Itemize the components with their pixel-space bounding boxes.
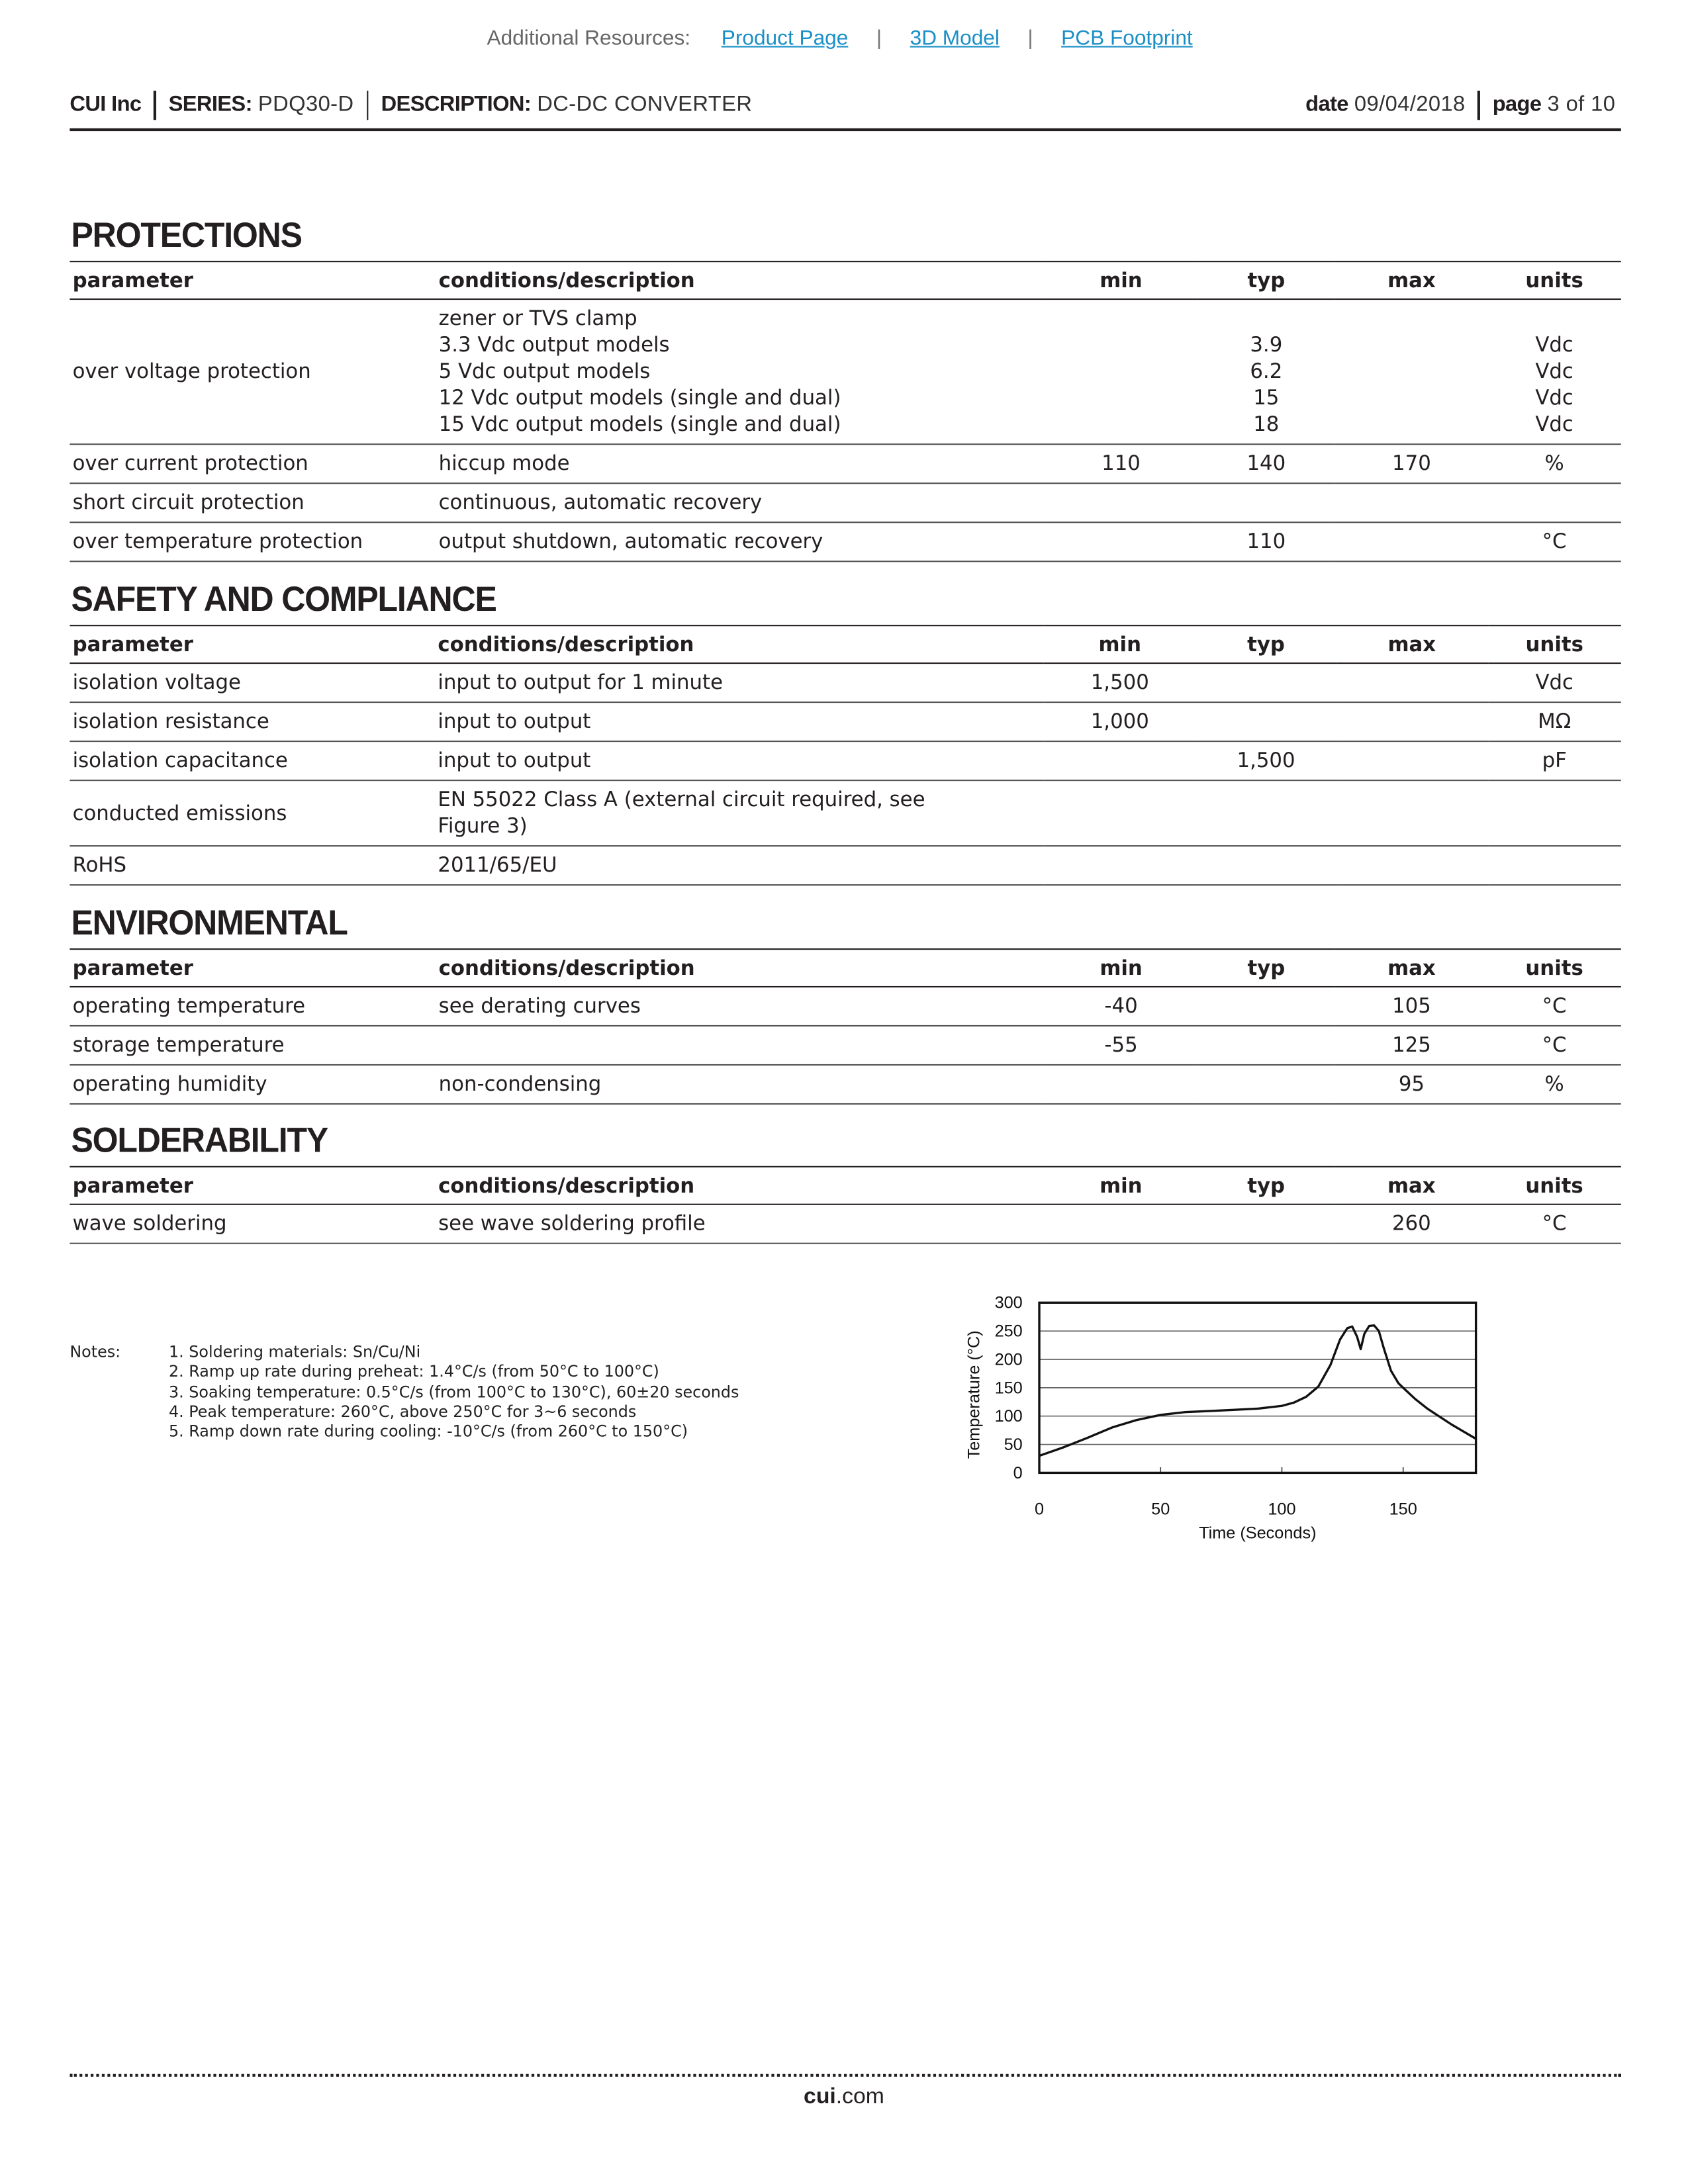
- cell-conditions: [436, 1205, 1045, 1244]
- cell-min: [1043, 663, 1196, 702]
- spec-table: [70, 1166, 1620, 1244]
- cell-line: [1047, 748, 1194, 774]
- cell-typ: [1196, 741, 1336, 780]
- footer-rule: [70, 2074, 1620, 2077]
- table-row: [70, 663, 1620, 702]
- cell-line: °C: [1542, 1212, 1567, 1236]
- cell-units: [1488, 741, 1621, 780]
- page-label: page: [1492, 92, 1542, 116]
- cell-line: [1047, 852, 1194, 879]
- cell-line: [1199, 800, 1333, 827]
- cell-line: 95: [1398, 1072, 1425, 1097]
- table-header-row: [70, 949, 1620, 987]
- cell-parameter: isolation resistance: [70, 702, 435, 741]
- cell-line: hiccup mode: [438, 451, 570, 476]
- column-header-units: units: [1487, 949, 1620, 987]
- cell-line: 1,000: [1090, 709, 1149, 734]
- cell-max: [1335, 1065, 1487, 1104]
- table-header-row: [70, 1167, 1620, 1205]
- cell-line: Figure 3): [438, 814, 528, 839]
- cell-max: [1335, 1026, 1487, 1065]
- cell-max: [1336, 663, 1488, 702]
- cell-max: [1335, 987, 1487, 1026]
- cell-line: [1199, 852, 1333, 879]
- column-header-conditions: conditions/description: [436, 949, 1045, 987]
- cell-line: [1491, 490, 1618, 516]
- cell-conditions: [436, 522, 1045, 561]
- cell-line: pF: [1542, 749, 1567, 773]
- cell-typ: [1197, 987, 1335, 1026]
- cell-line: [1338, 412, 1485, 438]
- header-left: [70, 90, 752, 119]
- cell-line: [1048, 359, 1194, 385]
- cell-units: [1488, 702, 1621, 741]
- description-label: DESCRIPTION:: [381, 92, 532, 116]
- cell-conditions: [435, 741, 1043, 780]
- document-header: [70, 89, 1620, 120]
- cell-line: °C: [1542, 994, 1567, 1019]
- cell-line: input to output: [438, 749, 591, 773]
- spec-table: [70, 261, 1620, 562]
- cell-conditions: [435, 702, 1043, 741]
- cell-line: Vdc: [1535, 386, 1573, 410]
- cell-typ: [1196, 702, 1336, 741]
- cell-max: [1335, 522, 1487, 561]
- cell-line: [1338, 490, 1485, 516]
- cell-line: EN 55022 Class A (external circuit required, see: [438, 788, 925, 812]
- cell-units: [1487, 1065, 1620, 1104]
- column-header-min: min: [1043, 625, 1196, 663]
- cell-min: [1043, 780, 1196, 846]
- cell-max: [1335, 483, 1487, 522]
- cell-units: [1487, 299, 1620, 444]
- cell-typ: [1196, 846, 1336, 885]
- table-row: [70, 483, 1620, 522]
- cell-line: 1,500: [1237, 749, 1295, 773]
- note-item: 2. Ramp up rate during preheat: 1.4°C/s (from 50°C to 100°C): [168, 1363, 659, 1381]
- cell-line: 260: [1391, 1212, 1431, 1236]
- cell-typ: [1197, 444, 1335, 483]
- column-header-max: max: [1335, 949, 1487, 987]
- section-title: SAFETY AND COMPLIANCE: [71, 580, 496, 619]
- table-row: [70, 780, 1620, 846]
- cell-line: -40: [1104, 994, 1138, 1019]
- date-value: 09/04/2018: [1354, 92, 1466, 116]
- separator: |: [876, 26, 882, 50]
- x-tick-label: 50: [1151, 1500, 1170, 1519]
- column-header-typ: typ: [1197, 949, 1335, 987]
- divider: [1478, 90, 1480, 119]
- cell-min: [1045, 1026, 1197, 1065]
- cell-line: [1338, 852, 1485, 879]
- cell-line: continuous, automatic recovery: [438, 490, 763, 515]
- cell-line: 5 Vdc output models: [438, 359, 651, 384]
- cell-max: [1336, 780, 1488, 846]
- cell-line: [1491, 852, 1618, 879]
- column-header-min: min: [1045, 949, 1197, 987]
- cell-parameter: over voltage protection: [70, 299, 436, 444]
- resources-label: Additional Resources:: [487, 26, 691, 50]
- company-name: CUI Inc: [70, 92, 142, 116]
- cell-conditions: [435, 663, 1043, 702]
- column-header-units: units: [1487, 261, 1620, 299]
- cell-parameter: wave soldering: [70, 1205, 436, 1244]
- spec-table: [70, 625, 1620, 886]
- cell-line: 140: [1246, 451, 1286, 476]
- cell-line: [1338, 529, 1485, 555]
- x-axis-label: Time (Seconds): [1199, 1524, 1317, 1543]
- cell-line: 12 Vdc output models (single and dual): [438, 386, 841, 410]
- cell-units: [1488, 780, 1621, 846]
- cell-line: [1199, 993, 1333, 1019]
- cell-units: [1487, 444, 1620, 483]
- table-row: [70, 846, 1620, 885]
- cell-units: [1487, 483, 1620, 522]
- cell-units: [1487, 1026, 1620, 1065]
- cell-min: [1045, 483, 1197, 522]
- cell-typ: [1197, 1026, 1335, 1065]
- 3d-model-link[interactable]: 3D Model: [910, 26, 1000, 50]
- header-rule: [70, 128, 1620, 131]
- cell-line: [1338, 748, 1485, 774]
- table-row: [70, 522, 1620, 561]
- cell-min: [1043, 846, 1196, 885]
- cell-line: [1199, 1210, 1333, 1237]
- column-header-parameter: parameter: [70, 1167, 436, 1205]
- cell-typ: [1197, 1205, 1335, 1244]
- cell-parameter: over temperature protection: [70, 522, 436, 561]
- column-header-typ: typ: [1196, 625, 1336, 663]
- cell-min: [1045, 444, 1197, 483]
- cell-min: [1045, 1205, 1197, 1244]
- notes-label: Notes:: [70, 1343, 121, 1361]
- cell-conditions: [436, 1065, 1045, 1104]
- date-label: date: [1305, 92, 1348, 116]
- cell-line: 3.9: [1250, 333, 1283, 357]
- cell-line: 105: [1392, 994, 1431, 1019]
- cell-parameter: isolation capacitance: [70, 741, 435, 780]
- cell-units: [1488, 846, 1621, 885]
- column-header-parameter: parameter: [70, 949, 436, 987]
- cell-line: [1199, 306, 1333, 332]
- cell-max: [1335, 1205, 1487, 1244]
- cell-line: [1048, 490, 1194, 516]
- cell-line: see wave soldering profile: [438, 1212, 706, 1236]
- cell-typ: [1196, 780, 1336, 846]
- cell-parameter: over current protection: [70, 444, 436, 483]
- column-header-max: max: [1335, 261, 1487, 299]
- y-tick-label: 150: [994, 1379, 1023, 1398]
- spec-table: [70, 948, 1620, 1105]
- note-item: 1. Soldering materials: Sn/Cu/Ni: [168, 1343, 421, 1361]
- cell-min: [1045, 987, 1197, 1026]
- cell-line: [1338, 385, 1485, 412]
- cell-line: 18: [1253, 412, 1280, 437]
- cell-line: zener or TVS clamp: [438, 306, 637, 331]
- y-tick-label: 100: [994, 1407, 1023, 1426]
- cell-line: [1338, 306, 1485, 332]
- cell-line: [1048, 1071, 1194, 1097]
- cell-conditions: [435, 780, 1043, 846]
- cell-parameter: operating humidity: [70, 1065, 436, 1104]
- series-value: PDQ30-D: [258, 92, 354, 116]
- cell-line: [1491, 306, 1618, 332]
- cell-line: 3.3 Vdc output models: [438, 333, 670, 357]
- cell-line: 15: [1253, 386, 1280, 410]
- note-item: 4. Peak temperature: 260°C, above 250°C for 3~6 seconds: [168, 1402, 637, 1422]
- cell-line: [1048, 332, 1194, 359]
- cell-line: [1199, 709, 1333, 735]
- column-header-units: units: [1487, 1167, 1620, 1205]
- cell-line: [1338, 670, 1485, 696]
- divider: [366, 90, 368, 119]
- cell-min: [1043, 702, 1196, 741]
- column-header-max: max: [1335, 1167, 1487, 1205]
- note-item: 3. Soaking temperature: 0.5°C/s (from 100°C to 130°C), 60±20 seconds: [168, 1383, 739, 1402]
- cell-min: [1045, 1065, 1197, 1104]
- y-tick-label: 50: [1004, 1435, 1023, 1454]
- cell-max: [1336, 741, 1488, 780]
- header-right: [1305, 90, 1615, 119]
- column-header-typ: typ: [1197, 261, 1335, 299]
- table-row: [70, 1205, 1620, 1244]
- cell-line: [1199, 670, 1333, 696]
- cell-line: 6.2: [1250, 359, 1283, 384]
- column-header-parameter: parameter: [70, 625, 435, 663]
- cell-typ: [1197, 299, 1335, 444]
- cell-line: [1338, 800, 1485, 827]
- cell-line: MΩ: [1538, 709, 1571, 734]
- footer-brand: [0, 2085, 1688, 2111]
- table-row: [70, 1026, 1620, 1065]
- pcb-footprint-link[interactable]: PCB Footprint: [1061, 26, 1193, 50]
- cell-units: [1487, 1205, 1620, 1244]
- cell-parameter: conducted emissions: [70, 780, 435, 846]
- wave-soldering-chart: [949, 1283, 1507, 1562]
- description-value: DC-DC CONVERTER: [537, 92, 753, 116]
- divider: [154, 90, 156, 119]
- product-page-link[interactable]: Product Page: [721, 26, 849, 50]
- cell-conditions: [436, 483, 1045, 522]
- cell-min: [1045, 299, 1197, 444]
- cell-line: %: [1544, 1072, 1564, 1097]
- cell-line: Vdc: [1535, 333, 1573, 357]
- cell-max: [1335, 444, 1487, 483]
- column-header-parameter: parameter: [70, 261, 436, 299]
- cell-line: Vdc: [1535, 412, 1573, 437]
- cell-line: [1047, 800, 1194, 827]
- table-row: [70, 741, 1620, 780]
- table-row: [70, 444, 1620, 483]
- table-row: [70, 299, 1620, 444]
- cell-line: [439, 1032, 1043, 1058]
- cell-line: [1338, 359, 1485, 385]
- cell-line: output shutdown, automatic recovery: [438, 529, 823, 554]
- cell-line: 110: [1246, 529, 1286, 554]
- cell-min: [1043, 741, 1196, 780]
- cell-line: °C: [1542, 1033, 1567, 1058]
- column-header-conditions: conditions/description: [436, 261, 1045, 299]
- column-header-max: max: [1336, 625, 1488, 663]
- cell-conditions: [436, 299, 1045, 444]
- section-title: PROTECTIONS: [71, 216, 302, 255]
- cell-line: 125: [1392, 1033, 1431, 1058]
- cell-line: Vdc: [1535, 359, 1573, 384]
- cell-min: [1045, 522, 1197, 561]
- additional-resources: [0, 26, 1688, 50]
- cell-line: Vdc: [1535, 670, 1573, 695]
- cell-line: 110: [1102, 451, 1141, 476]
- cell-line: [1048, 1210, 1194, 1237]
- column-header-min: min: [1045, 261, 1197, 299]
- cell-parameter: RoHS: [70, 846, 435, 885]
- column-header-min: min: [1045, 1167, 1197, 1205]
- section-title: ENVIRONMENTAL: [71, 903, 348, 943]
- cell-line: 2011/65/EU: [438, 853, 557, 878]
- cell-line: 15 Vdc output models (single and dual): [438, 412, 841, 437]
- cell-line: [1199, 1071, 1333, 1097]
- y-tick-label: 200: [994, 1350, 1023, 1369]
- cell-line: see derating curves: [438, 994, 641, 1019]
- page-number: 3 of 10: [1547, 92, 1616, 116]
- cell-conditions: [436, 444, 1045, 483]
- column-header-conditions: conditions/description: [436, 1167, 1045, 1205]
- cell-typ: [1197, 522, 1335, 561]
- column-header-typ: typ: [1197, 1167, 1335, 1205]
- x-tick-label: 150: [1389, 1500, 1417, 1519]
- table-row: [70, 1065, 1620, 1104]
- note-item: 5. Ramp down rate during cooling: -10°C/s (from 260°C to 150°C): [168, 1422, 688, 1441]
- cell-units: [1487, 522, 1620, 561]
- cell-parameter: isolation voltage: [70, 663, 435, 702]
- section-title: SOLDERABILITY: [71, 1121, 328, 1161]
- cell-line: 170: [1392, 451, 1431, 476]
- cell-typ: [1197, 483, 1335, 522]
- cell-line: -55: [1104, 1033, 1138, 1058]
- column-header-conditions: conditions/description: [435, 625, 1043, 663]
- cell-line: [1048, 529, 1194, 555]
- cell-max: [1336, 702, 1488, 741]
- cell-max: [1336, 846, 1488, 885]
- x-tick-label: 0: [1034, 1500, 1045, 1519]
- notes-list: [169, 1343, 739, 1443]
- cell-conditions: [436, 1026, 1045, 1065]
- cell-line: %: [1544, 451, 1564, 476]
- cell-units: [1487, 987, 1620, 1026]
- cell-line: [1491, 800, 1618, 827]
- cell-typ: [1197, 1065, 1335, 1104]
- brand-rest: .com: [835, 2085, 884, 2109]
- cell-conditions: [436, 987, 1045, 1026]
- table-row: [70, 987, 1620, 1026]
- cell-line: [1048, 385, 1194, 412]
- column-header-units: units: [1488, 625, 1621, 663]
- cell-line: input to output: [438, 709, 591, 734]
- cell-typ: [1196, 663, 1336, 702]
- cell-line: [1048, 306, 1194, 332]
- cell-line: °C: [1542, 529, 1567, 554]
- cell-line: [1048, 412, 1194, 438]
- separator: |: [1027, 26, 1033, 50]
- y-tick-label: 0: [1013, 1463, 1023, 1482]
- cell-units: [1488, 663, 1621, 702]
- table-row: [70, 702, 1620, 741]
- y-tick-label: 250: [994, 1322, 1023, 1341]
- cell-parameter: storage temperature: [70, 1026, 436, 1065]
- y-axis-label: Temperature (°C): [964, 1330, 984, 1459]
- cell-parameter: operating temperature: [70, 987, 436, 1026]
- cell-line: [1199, 1032, 1333, 1058]
- y-tick-label: 300: [994, 1293, 1023, 1312]
- cell-parameter: short circuit protection: [70, 483, 436, 522]
- series-label: SERIES:: [168, 92, 252, 116]
- cell-line: 1,500: [1090, 670, 1149, 695]
- cell-conditions: [435, 846, 1043, 885]
- cell-max: [1335, 299, 1487, 444]
- cell-line: input to output for 1 minute: [438, 670, 724, 695]
- x-tick-label: 100: [1268, 1500, 1296, 1519]
- table-header-row: [70, 625, 1620, 663]
- cell-line: [1338, 709, 1485, 735]
- cell-line: [1338, 332, 1485, 359]
- cell-line: [1199, 490, 1333, 516]
- brand-bold: cui: [804, 2085, 836, 2109]
- series-line: [1039, 1326, 1476, 1456]
- cell-line: non-condensing: [438, 1072, 602, 1097]
- table-header-row: [70, 261, 1620, 299]
